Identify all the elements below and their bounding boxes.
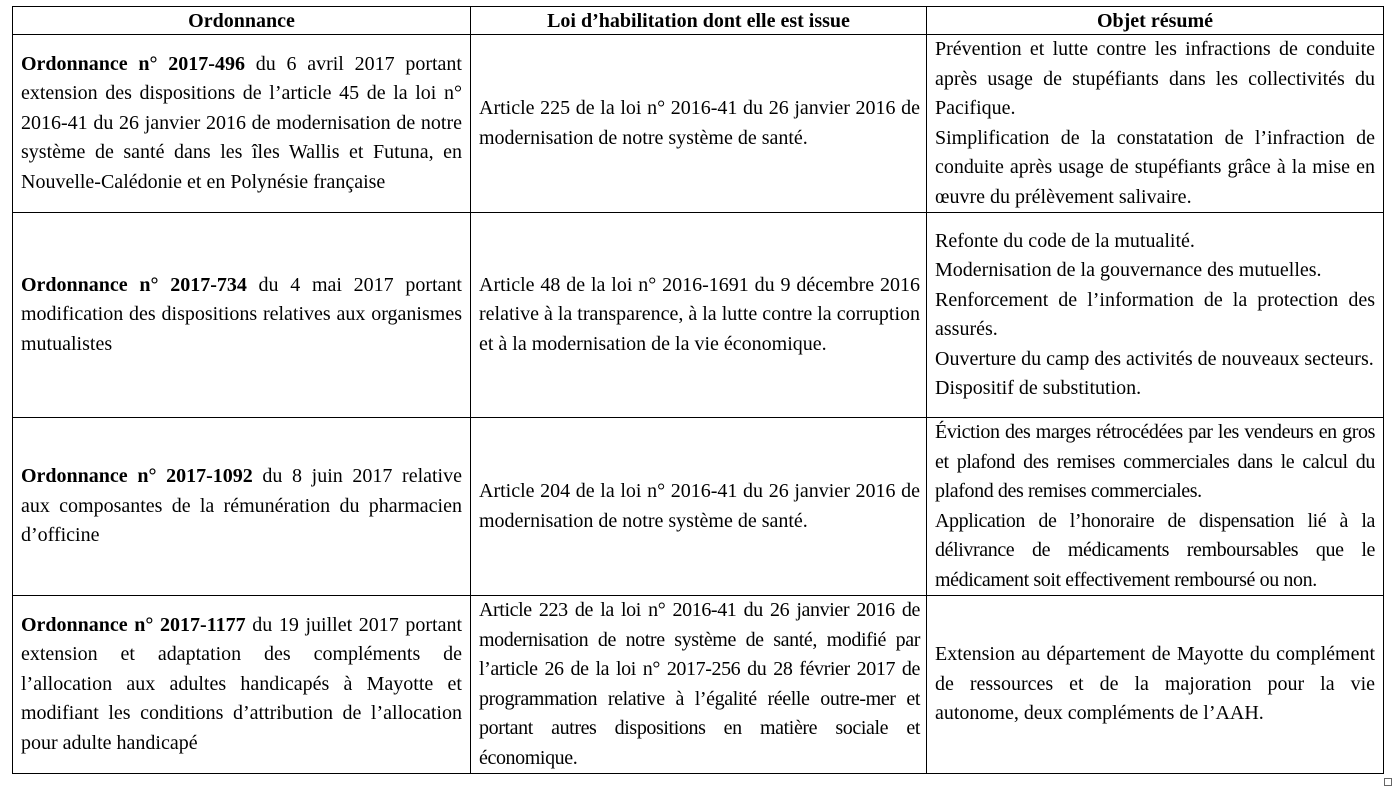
loi-cell: Article 48 de la loi n° 2016-1691 du 9 décembre 2016 relative à la transparence, à la lutte contre la corruption et à la modernisation de la vie économique. bbox=[471, 213, 927, 418]
objet-item: Simplification de la constatation de l’infraction de conduite après usage de stupéfiants grâce à la mise en œuvre du prélèvement salivaire. bbox=[935, 126, 1375, 208]
loi-cell: Article 225 de la loi n° 2016-41 du 26 janvier 2016 de modernisation de notre système de santé. bbox=[471, 35, 927, 213]
table-row bbox=[13, 596, 1384, 774]
objet-item: Prévention et lutte contre les infractions de conduite après usage de stupéfiants dans les collectivités du Pacifique. bbox=[935, 38, 1375, 119]
objet-item: Refonte du code de la mutualité. bbox=[935, 229, 1195, 252]
table-row bbox=[13, 418, 1384, 596]
ordonnance-number: Ordonnance n° 2017-1092 bbox=[21, 465, 253, 488]
header-ordonnance: Ordonnance bbox=[13, 7, 471, 35]
objet-item: Dispositif de substitution. bbox=[935, 377, 1142, 399]
objet-cell bbox=[927, 418, 1384, 596]
header-objet-resume: Objet résumé bbox=[927, 7, 1384, 35]
ordonnance-description: du 4 mai 2017 portant modification des dispositions relatives aux organismes mutualistes bbox=[21, 273, 462, 355]
ordonnance-cell bbox=[13, 35, 471, 213]
ordonnance-number: Ordonnance n° 2017-1177 bbox=[21, 613, 246, 636]
objet-item: Ouverture du camp des activités de nouveaux secteurs. bbox=[935, 347, 1374, 370]
header-loi-habilitation: Loi d’habilitation dont elle est issue bbox=[471, 7, 927, 35]
loi-cell: Article 204 de la loi n° 2016-41 du 26 janvier 2016 de modernisation de notre système de santé. bbox=[471, 418, 927, 596]
ordonnance-cell bbox=[13, 596, 471, 774]
objet-cell bbox=[927, 596, 1384, 774]
ordonnance-number: Ordonnance n° 2017-496 bbox=[21, 52, 245, 75]
table-row bbox=[13, 213, 1384, 418]
table-row bbox=[13, 35, 1384, 213]
objet-cell bbox=[927, 35, 1384, 213]
loi-cell: Article 223 de la loi n° 2016-41 du 26 janvier 2016 de modernisation de notre système de santé, modifié par l’article 26 de la loi n° 2017-256 du 28 février 2017 de programmation relative à l’égalité réelle outre-mer et portant autres dispositions en matière sociale et économique. bbox=[471, 596, 927, 774]
objet-cell bbox=[927, 213, 1384, 418]
objet-item: Renforcement de l’information de la protection des assurés. bbox=[935, 288, 1375, 340]
objet-item: Extension au département de Mayotte du complément de ressources et de la majoration pour la vie autonome, deux compléments de l’AAH. bbox=[935, 643, 1375, 725]
ordonnance-cell bbox=[13, 418, 471, 596]
ordonnance-cell bbox=[13, 213, 471, 418]
ordonnance-description: du 6 avril 2017 portant extension des dispositions de l’article 45 de la loi n° 2016-41 du 26 janvier 2016 de modernisation de notre système de santé dans les îles Wallis et Futuna, en Nouvelle-Calédonie et en Polynésie française bbox=[21, 52, 462, 193]
ordonnance-description: du 19 juillet 2017 portant extension et adaptation des compléments de l’allocation aux adultes handicapés à Mayotte et modifiant les conditions d’attribution de l’allocation pour adulte handicapé bbox=[21, 613, 463, 754]
corner-marker bbox=[1384, 778, 1392, 786]
objet-item: Modernisation de la gouvernance des mutuelles. bbox=[935, 259, 1322, 281]
ordonnances-table bbox=[12, 6, 1384, 774]
ordonnance-description: du 8 juin 2017 relative aux composantes de la rémunération du pharmacien d’officine bbox=[21, 465, 462, 547]
objet-item: Éviction des marges rétrocédées par les vendeurs en gros et plafond des remises commerciales dans le calcul du plafond des remises commerciales. bbox=[935, 421, 1375, 502]
objet-item: Application de l’honoraire de dispensation lié à la délivrance de médicaments remboursables que le médicament soit effectivement remboursé ou non. bbox=[935, 509, 1375, 591]
ordonnance-number: Ordonnance n° 2017-734 bbox=[21, 273, 247, 296]
header-row bbox=[13, 7, 1384, 35]
